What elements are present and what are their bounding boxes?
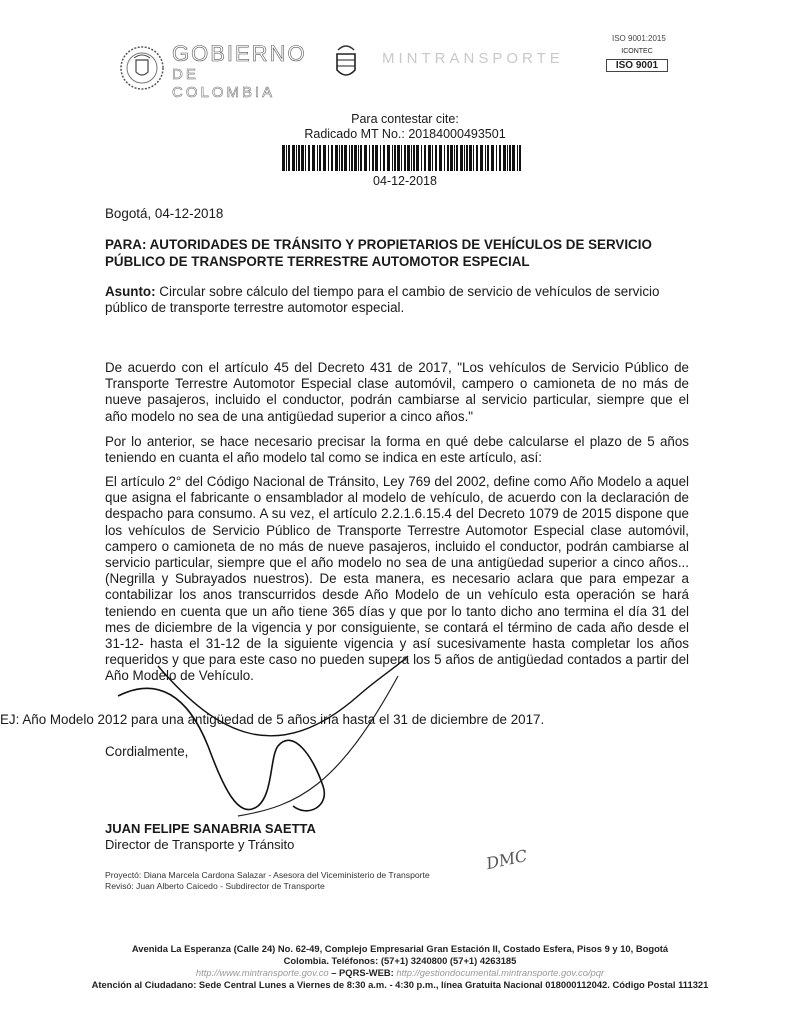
handwritten-initials: DMC bbox=[484, 845, 529, 874]
gobierno-logo bbox=[172, 41, 307, 102]
barcode-bar bbox=[435, 145, 437, 171]
drafting-credits bbox=[105, 870, 430, 892]
signer-name: JUAN FELIPE SANABRIA SAETTA bbox=[105, 821, 316, 836]
barcode-bar bbox=[305, 145, 306, 171]
signer-role: Director de Transporte y Tránsito bbox=[105, 837, 295, 852]
body-paragraph: De acuerdo con el artículo 45 del Decreto 431 de 2017, "Los vehículos de Servicio Público de Transporte Terrestre Automotor Especial clase automóvil, campero o camioneta de no más de nueve pasajeros, incluido el conductor, podrán cambiarse al servicio particular, siempre que el año modelo no sea de una antigüedad superior a cinco años." bbox=[105, 360, 689, 424]
barcode-bar bbox=[407, 145, 410, 171]
barcode-bar bbox=[319, 145, 321, 171]
barcode-bar bbox=[476, 145, 478, 171]
addressee-heading: PARA: AUTORIDADES DE TRÁNSITO Y PROPIETARIOS DE VEHÍCULOS DE SERVICIO PÚBLICO DE TRANSPORTE TERRESTRE AUTOMOTOR ESPECIAL bbox=[105, 237, 652, 269]
radicado-number: Radicado MT No.: 20184000493501 bbox=[304, 127, 506, 141]
footer-contact bbox=[60, 943, 740, 991]
radicado-block bbox=[290, 112, 520, 142]
barcode-bar bbox=[411, 145, 412, 171]
barcode-bar bbox=[282, 145, 285, 171]
barcode-bar bbox=[298, 145, 300, 171]
subject-label: Asunto: bbox=[105, 284, 156, 299]
subject-line bbox=[105, 284, 685, 316]
barcode-bar bbox=[380, 145, 381, 171]
barcode-icon bbox=[282, 145, 522, 171]
barcode-bar bbox=[413, 145, 415, 171]
barcode-bar bbox=[339, 145, 340, 171]
pqrs-link[interactable]: http://gestiondocumental.mintransporte.gov.co/pqr bbox=[396, 967, 605, 978]
iso-badge-line: ISO 9001 bbox=[606, 59, 668, 72]
barcode-bar bbox=[444, 145, 445, 171]
barcode-bar bbox=[466, 145, 468, 171]
iso-badge bbox=[606, 46, 668, 72]
barcode-bar bbox=[383, 145, 385, 171]
ministry-logo-faded: MINTRANSPORTE bbox=[382, 50, 564, 67]
body-paragraph: Por lo anterior, se hace necesario precisar la forma en qué debe calcularse el plazo de 5 años teniendo en cuanta el año modelo tal como se indica en este artículo, así: bbox=[105, 434, 689, 466]
barcode-bar bbox=[323, 145, 326, 171]
body-paragraph: El artículo 2° del Código Nacional de Tránsito, Ley 769 del 2002, define como Año Modelo a aquel que asigna el fabricante o ensamblador al modelo de vehículo, de acuerdo con la declaración de despacho para consumo. A su vez, el artículo 2.2.1.6.15.4 del Decreto 1079 de 2015 dispone que los vehículos de Servicio Público de Transporte Terrestre Automotor Especial clase automóvil, campero o camioneta de no más de nueve pasajeros, incluido el conductor, podrán cambiarse al servicio particular, siempre que el año modelo no sea de una antigüedad superior a cinco años... (Negrilla y Subrayados nuestros). De esta manera, es necesario aclara que para empezar a contabilizar los anos transcurridos desde Año Modelo de un vehículo esta operación se hará teniendo en cuenta que un año tiene 365 días y que por lo tanto dicho ano termina el día 31 del mes de diciembre de la vigencia y por consiguiente, se contará el término de cada año desde el 31-12- hasta el 31-12 de la siguiente vigencia y así sucesivamente hasta completar los años requeridos y que para este caso no pueden supera los 5 años de antigüedad contados a partir del Año Modelo de Vehículo. bbox=[105, 474, 689, 684]
barcode-bar bbox=[480, 145, 483, 171]
barcode-bar bbox=[439, 145, 442, 171]
barcode-bar bbox=[454, 145, 455, 171]
barcode-bar bbox=[372, 145, 374, 171]
barcode-bar bbox=[331, 145, 333, 171]
barcode-bar bbox=[507, 145, 508, 171]
barcode-bar bbox=[512, 145, 515, 171]
barcode-bar bbox=[341, 145, 343, 171]
barcode-bar bbox=[509, 145, 511, 171]
barcode-bar bbox=[296, 145, 297, 171]
handwritten-signature-icon bbox=[98, 636, 418, 826]
footer-attention-hours: Atención al Ciudadano: Sede Central Lunes a Viernes de 8:30 a.m. - 4:30 p.m., línea Gratuita Nacional 018000112042. Código Postal 111321 bbox=[91, 979, 709, 990]
barcode-bar bbox=[473, 145, 474, 171]
footer-address: Avenida La Esperanza (Calle 24) No. 62-49, Complejo Empresarial Gran Estación II, Costado Esfera, Pisos 9 y 10, Bogotá bbox=[131, 943, 669, 954]
barcode-bar bbox=[428, 145, 431, 171]
barcode-bar bbox=[317, 145, 318, 171]
footer-links: http://www.mintransporte.gov.co – PQRS-WEB: http://gestiondocumental.mintransporte.gov.co/pqr bbox=[195, 967, 605, 978]
barcode-bar bbox=[421, 145, 422, 171]
coat-of-arms-seal-icon bbox=[118, 44, 166, 92]
barcode-bar bbox=[517, 145, 518, 171]
barcode-bar bbox=[487, 145, 489, 171]
barcode-bar bbox=[335, 145, 338, 171]
barcode-bar bbox=[288, 145, 290, 171]
footer-phones: Colombia. Teléfonos: (57+1) 3240800 (57+1) 4263185 bbox=[283, 955, 517, 966]
projected-by: Proyectó: Diana Marcela Cardona Salazar - Asesora del Viceministerio de Transporte bbox=[105, 870, 430, 880]
letter-date: Bogotá, 04-12-2018 bbox=[105, 206, 224, 221]
barcode-bar bbox=[496, 145, 497, 171]
barcode-bar bbox=[397, 145, 400, 171]
reviewed-by: Revisó: Juan Alberto Caicedo - Subdirector de Transporte bbox=[105, 881, 325, 891]
barcode-bar bbox=[503, 145, 506, 171]
barcode-bar bbox=[401, 145, 402, 171]
barcode-bar bbox=[416, 145, 419, 171]
gov-logo-line2: DE COLOMBIA bbox=[172, 66, 276, 101]
closing-salutation: Cordialmente, bbox=[105, 744, 189, 759]
barcode-bar bbox=[450, 145, 453, 171]
iso-badge-line: ICONTEC bbox=[621, 48, 653, 55]
barcode-bar bbox=[308, 145, 310, 171]
example-paragraph: EJ: Año Modelo 2012 para una antigüedad de 5 años iría hasta el 31 de diciembre de 2017. bbox=[0, 712, 545, 727]
barcode-bar bbox=[344, 145, 347, 171]
subject-text: Circular sobre cálculo del tiempo para el cambio de servicio de vehículos de servicio público de transporte terrestre automotor especial. bbox=[105, 284, 660, 316]
barcode-bar bbox=[351, 145, 353, 171]
barcode-bar bbox=[499, 145, 501, 171]
barcode-bar bbox=[349, 145, 350, 171]
barcode-bar bbox=[485, 145, 486, 171]
barcode-bar bbox=[519, 145, 521, 171]
barcode-bar bbox=[354, 145, 357, 171]
barcode-bar bbox=[312, 145, 315, 171]
barcode-bar bbox=[432, 145, 433, 171]
barcode-bar bbox=[424, 145, 426, 171]
barcode-bar bbox=[469, 145, 472, 171]
barcode-bar bbox=[286, 145, 287, 171]
barcode-bar bbox=[364, 145, 367, 171]
iso-certification-text: ISO 9001:2015 bbox=[612, 34, 666, 43]
barcode-bar bbox=[369, 145, 370, 171]
barcode-bar bbox=[392, 145, 393, 171]
barcode-bar bbox=[460, 145, 463, 171]
barcode-bar bbox=[447, 145, 449, 171]
reply-instruction: Para contestar cite: bbox=[351, 112, 459, 126]
barcode-bar bbox=[491, 145, 494, 171]
barcode-bar bbox=[360, 145, 362, 171]
barcode-bar bbox=[375, 145, 378, 171]
barcode-bar bbox=[404, 145, 406, 171]
gov-logo-line1: GOBIERNO bbox=[172, 41, 307, 66]
barcode-bar bbox=[387, 145, 390, 171]
barcode-bar bbox=[292, 145, 295, 171]
radicado-date: 04-12-2018 bbox=[373, 174, 437, 188]
national-shield-icon bbox=[330, 40, 362, 84]
website-link[interactable]: http://www.mintransporte.gov.co bbox=[195, 967, 329, 978]
barcode-bar bbox=[301, 145, 304, 171]
barcode-bar bbox=[464, 145, 465, 171]
barcode-bar bbox=[456, 145, 458, 171]
barcode-bar bbox=[394, 145, 396, 171]
barcode-bar bbox=[328, 145, 329, 171]
barcode-bar bbox=[358, 145, 359, 171]
